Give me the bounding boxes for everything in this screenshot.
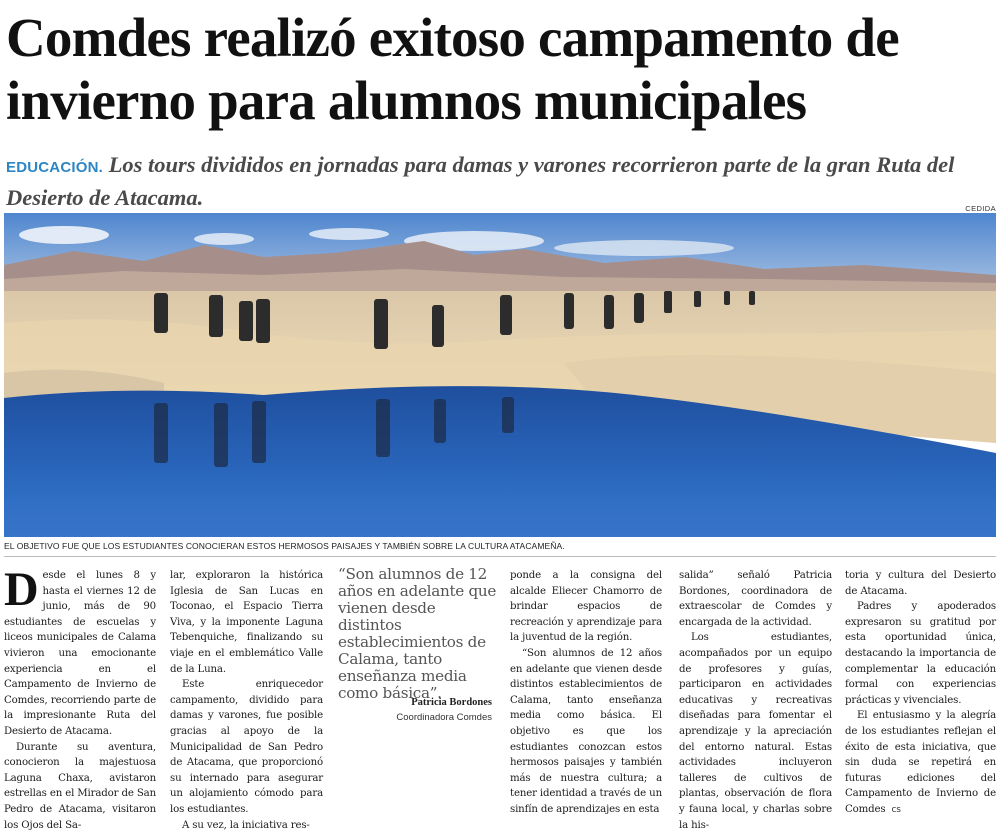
paragraph: A su vez, la iniciativa res- bbox=[170, 818, 323, 833]
deck-text: Los tours divididos en jornadas para damas y varones recorrieron parte de la gran Ruta del Desierto de Atacama. bbox=[6, 152, 954, 210]
paragraph: Padres y apoderados expresaron su gratitud por esta oportunidad única, destacando la importancia de complementar la educación formal con experiencias prácticas y vivenciales. bbox=[845, 599, 996, 708]
paragraph: Este enriquecedor campamento, dividido para damas y varones, fue posible gracias al apoyo de la Municipalidad de San Pedro de Atacama, que proporcionó su internado para asegurar un alojamiento cómodo para los estudiantes. bbox=[170, 677, 323, 817]
paragraph: lar, exploraron la histórica Iglesia de San Lucas en Toconao, el Espacio Tierra Viva, y la imponente Laguna Tebenquiche, finalizando su viaje en el emblemático Valle de la Luna. bbox=[170, 568, 323, 677]
paragraph: Los estudiantes, acompañados por un equipo de profesores y guías, participaron en actividades educativas y recreativas diseñadas para fomentar el aprendizaje y la apreciación del entorno natural. Estas actividades incluyeron talleres de cultivos de plantas, observación de flora y fauna local, y charlas sobre la his- bbox=[679, 630, 832, 833]
photo-credit: CEDIDA bbox=[965, 204, 996, 213]
paragraph: salida” señaló Patricia Bordones, coordinadora de extraescolar de Comdes y encargada de la actividad. bbox=[679, 568, 832, 630]
paragraph: toria y cultura del Desierto de Atacama. bbox=[845, 568, 996, 599]
deck bbox=[6, 150, 991, 213]
paragraph: “Son alumnos de 12 años en adelante que vienen desde distintos establecimientos de Calama, tanto enseñanza media como básica. El objetivo es que los estudiantes conozcan estos hermosos paisajes y también más de nuestra cultura; a tener identidad a través de un sinfín de aprendizajes en esta bbox=[510, 646, 662, 818]
body-column-5 bbox=[845, 568, 996, 806]
photo-caption: EL OBJETIVO FUE QUE LOS ESTUDIANTES CONOCIERAN ESTOS HERMOSOS PAISAJES Y TAMBIÉN SOBRE LA CULTURA ATACAMEÑA. bbox=[4, 541, 996, 551]
paragraph: ponde a la consigna del alcalde Eliecer Chamorro de brindar espacios de recreación y aprendizaje para la juventud de la región. bbox=[510, 568, 662, 646]
paragraph: Desde el lunes 8 y hasta el viernes 12 de junio, más de 90 estudiantes de escuelas y liceos municipales de Calama vivieron una emocionante experiencia en el Campamento de Invierno de Comdes, recorriendo parte de la impresionante Ruta del Desierto de Atacama. bbox=[4, 568, 156, 740]
end-mark: cs bbox=[891, 805, 900, 815]
body-column-4 bbox=[679, 568, 832, 806]
body-column-2 bbox=[170, 568, 323, 806]
headline: Comdes realizó exitoso campamento de invierno para alumnos municipales bbox=[6, 6, 996, 132]
paragraph: El entusiasmo y la alegría de los estudiantes reflejan el éxito de esta iniciativa, que sin duda se repetirá en futuras ediciones del Campamento de Invierno de Comdes cs bbox=[845, 708, 996, 818]
body-column-1 bbox=[4, 568, 156, 806]
body-column-3 bbox=[510, 568, 662, 806]
photo-illustration bbox=[4, 213, 996, 537]
paragraph: Durante su aventura, conocieron la majestuosa Laguna Chaxa, avistaron estrellas en el Mirador de San Pedro de Atacama, visitaron los Ojos del Sa- bbox=[4, 740, 156, 833]
drop-cap: D bbox=[4, 570, 39, 610]
quote-author: Patricia Bordones bbox=[338, 697, 492, 708]
lead-photo bbox=[4, 213, 996, 537]
section-label: EDUCACIÓN. bbox=[6, 159, 103, 176]
pull-quote: “Son alumnos de 12 años en adelante que vienen desde distintos establecimientos de Calama, tanto enseñanza media como básica”. bbox=[338, 566, 498, 702]
quote-author-role: Coordinadora Comdes bbox=[338, 712, 492, 723]
divider bbox=[4, 556, 996, 557]
